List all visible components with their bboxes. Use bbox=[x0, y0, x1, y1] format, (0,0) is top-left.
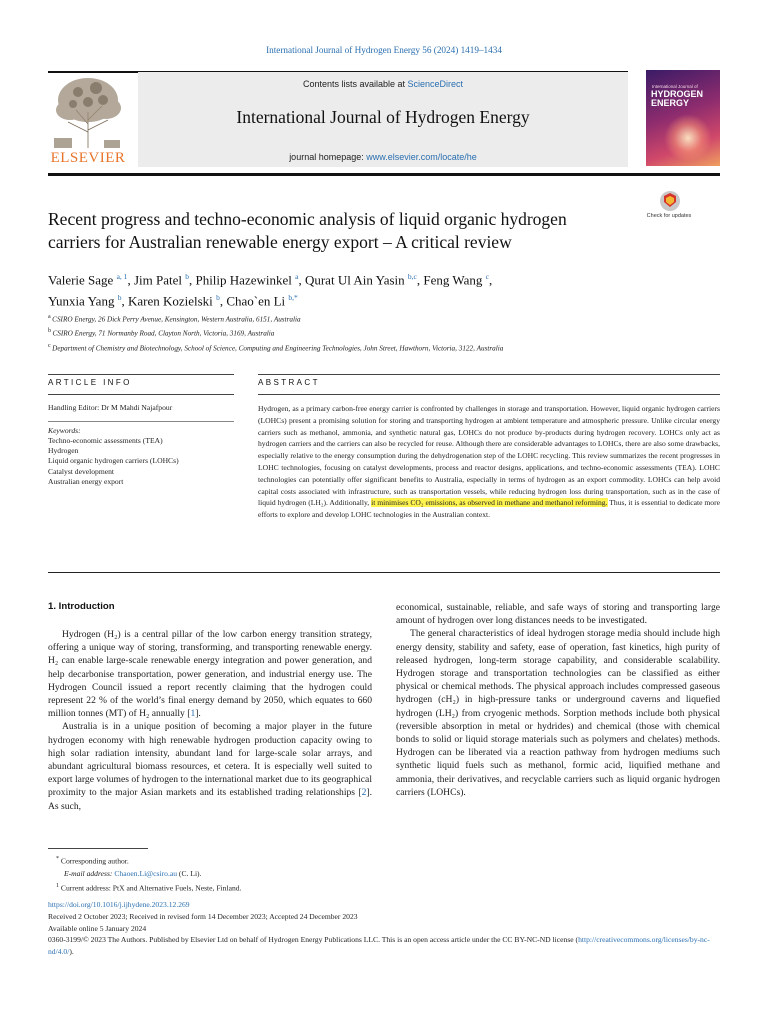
affiliation-label: c bbox=[48, 342, 53, 349]
paragraph-text: Hydrogen (H₂) is a central pillar of the low carbon energy transition strategy, offering a unique way of storing, transforming, and transporting renewable energy. H₂ can enable large-scale renewable energy integration and power generation, and help decarbonise transportation, power generation, and industrial energy use. The Hydrogen Council issued a report recently claiming that the hydrogen could represent 22 % of the world’s final energy demand by 2050, which equates to 660 million tonnes (MT) of H₂ annually [ bbox=[48, 629, 372, 720]
cover-graphic bbox=[664, 114, 712, 162]
license-end: ). bbox=[69, 947, 74, 957]
author-affiliation-marker[interactable]: b,c bbox=[407, 272, 417, 281]
body-right-column bbox=[396, 601, 720, 799]
footnote-text: Current address: PtX and Alternative Fuels, Neste, Finland. bbox=[60, 883, 242, 893]
author-name[interactable]: Philip Hazewinkel bbox=[195, 272, 296, 288]
author-name[interactable]: Karen Kozielski bbox=[127, 293, 217, 309]
abstract-rule bbox=[258, 394, 720, 395]
abstract-body-end: Thus, it is essential to dedicate more efforts to explore and develop LOHC technologies in the Australian context. bbox=[258, 498, 721, 520]
author-name[interactable]: Chao`en Li bbox=[226, 293, 289, 309]
section-heading-introduction: 1. Introduction bbox=[48, 601, 115, 612]
keyword-item: Hydrogen bbox=[48, 446, 79, 456]
homepage-prefix: journal homepage: bbox=[289, 152, 367, 162]
journal-citation-header[interactable]: International Journal of Hydrogen Energy 56 (2024) 1419–1434 bbox=[266, 45, 502, 55]
cover-title-line1: HYDROGEN bbox=[651, 89, 704, 99]
author-affiliation-marker[interactable]: b,* bbox=[288, 293, 298, 303]
footnote-rule bbox=[48, 848, 148, 849]
article-info-heading: ARTICLE INFO bbox=[48, 378, 132, 387]
author-name[interactable]: Yunxia Yang bbox=[48, 293, 118, 309]
abstract-bottom-rule bbox=[48, 572, 720, 573]
check-for-updates-icon[interactable] bbox=[650, 190, 690, 234]
article-metadata bbox=[48, 899, 720, 958]
paragraph: economical, sustainable, reliable, and safe ways of storing and transporting large amount of hydrogen over long distances needs to be investigated. bbox=[396, 602, 720, 627]
author-name[interactable]: Qurat Ul Ain Yasin bbox=[304, 272, 408, 288]
affiliation-label: b bbox=[48, 328, 53, 335]
doi-link[interactable]: https://doi.org/10.1016/j.ijhydene.2023.12.269 bbox=[48, 900, 190, 909]
journal-title: International Journal of Hydrogen Energy bbox=[236, 107, 530, 127]
sciencedirect-link[interactable]: ScienceDirect bbox=[407, 79, 464, 89]
check-for-updates-label[interactable]: Check for updates bbox=[646, 213, 692, 219]
footnote-email bbox=[48, 868, 708, 880]
author-affiliation-marker[interactable]: a, 1 bbox=[116, 272, 128, 281]
email-link[interactable]: Chaoen.Li@csiro.au bbox=[114, 868, 178, 878]
available-online: Available online 5 January 2024 bbox=[48, 923, 147, 933]
keywords-list bbox=[48, 436, 238, 487]
contents-prefix: Contents lists available at bbox=[302, 79, 408, 89]
journal-cover-image[interactable] bbox=[646, 70, 720, 166]
email-label: E-mail address: bbox=[64, 868, 115, 878]
homepage-link[interactable]: www.elsevier.com/locate/he bbox=[366, 152, 477, 162]
author-affiliation-marker[interactable]: a bbox=[295, 272, 299, 281]
journal-homepage-line bbox=[138, 152, 628, 162]
author-affiliation-marker[interactable]: b bbox=[216, 293, 220, 303]
author-line-2 bbox=[48, 289, 688, 310]
author-separator: , bbox=[416, 272, 424, 288]
affiliation-item bbox=[48, 325, 688, 339]
author-list bbox=[48, 268, 688, 311]
citation-ref[interactable]: 2 bbox=[361, 787, 367, 799]
cover-small-title: International Journal of bbox=[652, 84, 698, 89]
keywords-rule bbox=[48, 421, 234, 422]
author-separator: , bbox=[127, 272, 134, 288]
paragraph bbox=[48, 628, 372, 720]
article-title: Recent progress and techno-economic analysis of liquid organic hydrogen carriers for Australian renewable energy export – A critical review bbox=[48, 209, 567, 252]
author-affiliation-marker[interactable]: b bbox=[185, 272, 189, 281]
affiliation-item bbox=[48, 311, 688, 325]
affiliation-text: CSIRO Energy, 71 Normanby Road, Clayton North, Victoria, 3169, Australia bbox=[52, 329, 275, 338]
paragraph-text: ]. bbox=[195, 708, 201, 720]
affiliation-text: CSIRO Energy, 26 Dick Perry Avenue, Kensington, Western Australia, 6151, Australia bbox=[52, 315, 301, 324]
footnote-corresponding: * Corresponding author. bbox=[56, 856, 129, 866]
body-left-column bbox=[48, 628, 372, 813]
paragraph: The general characteristics of ideal hydrogen storage media should include high energy density, stability and safety, ease of operation, fast kinetics, high purity of released hydrogen, long-term storage capability, and considerable scalability. Hydrogen storage and transportation technologies can be classified as either physical or chemical methods. The physical approach includes compressed gaseous hydrogen (cH₂) in high-pressure tanks or underground caverns and liquefied hydrogen (LH₂) from cryogenic methods. Sorption methods include both physical (reversible absorption in metal or hydrides) and chemical (those with chemical bonds to solid or liquid storage materials such as polymers and chelates) methods. Hydrogen can be liberated via a reaction pathway from hydrogen mediums such synthetic liquid fuels such as methanol, formic acid, liquified methane and ammonia, their derivatives, and recyclable carriers such as liquid organic hydrogen carriers (LOHCs). bbox=[396, 628, 720, 798]
handling-editor: Handling Editor: Dr M Mahdi Najafpour bbox=[48, 403, 173, 412]
footnotes bbox=[48, 853, 708, 895]
author-affiliation-marker[interactable]: c bbox=[485, 272, 489, 281]
license-statement bbox=[48, 934, 720, 958]
paragraph-text: Australia is in a unique position of becoming a major player in the future hydrogen economy with high renewable hydrogen production capacity owing to high solar radiation intensity, abundant land for large-scale solar arrays, and abundant agricultural biomass resources, et cetera. It is especially well suited to export large volumes of hydrogen to the international market due to its geographical proximity to the major Asian markets and its established trading relationships [ bbox=[48, 721, 372, 799]
paragraph bbox=[48, 720, 372, 812]
abstract-heading: ABSTRACT bbox=[258, 378, 320, 387]
article-info-rule bbox=[48, 394, 234, 395]
affiliations bbox=[48, 311, 688, 354]
citation-ref[interactable]: 1 bbox=[190, 708, 196, 720]
cover-title bbox=[651, 90, 703, 108]
author-line-1 bbox=[48, 268, 688, 289]
abstract-body: Hydrogen, as a primary carbon-free energy carrier is confronted by challenges in storage and transportation. However, liquid organic hydrogen carriers (LOHCs) present a promising solution for storing and transporting hydrogen at ambient temperature and atmospheric pressure. Unlike circular energy carriers such as methanol, ammonia, and synthetic natural gas, LOHCs do not produce by-products during hydrogen recovery. LOHCs only act as hydrogen carriers and the carriers can also be recycled for reuse. Although there are considerable advantages to LOHCs, there are also some drawbacks, especially relative to the energy consumption during the dehydrogenation step of the LOHC recycling. This review summarizes the recent progresses in LOHC technologies, focusing on catalyst developments, process and reactor designs, applications, and techno-economic assessments (TEA). LOHC technologies can potentially offer significant benefits to Australia, especially in terms of hydrogen as an export commodity. LOHCs can help avoid capital costs associated with infrastructure, such as transportation vessels, while reducing hydrogen loss during transportation, such as in the case of liquid hydrogen (LH₂). Additionally, bbox=[258, 404, 720, 508]
masthead-bottom-rule bbox=[48, 173, 720, 176]
contents-available-line bbox=[138, 79, 628, 89]
article-info-rule-top bbox=[48, 374, 234, 375]
author-separator: , bbox=[298, 272, 305, 288]
author-affiliation-marker[interactable]: b bbox=[117, 293, 122, 303]
author-separator: , bbox=[188, 272, 196, 288]
footnote-current-address: $^1$ Current address: PtX and Alternative Fuels, Neste, Finland. bbox=[56, 882, 242, 893]
author-name[interactable]: Valerie Sage bbox=[48, 272, 117, 288]
affiliation-text: Department of Chemistry and Biotechnology, School of Science, Computing and Engineering Technologies, John Street, Hawthorn, Victoria, 3122, Australia bbox=[52, 344, 504, 353]
author-name[interactable]: Feng Wang bbox=[423, 272, 486, 288]
footnote-text: Corresponding author. bbox=[60, 856, 129, 866]
license-link[interactable]: http://creativecommons.org/licenses/by-nc-nd/4.0/ bbox=[48, 935, 710, 957]
author-separator: , bbox=[488, 272, 493, 288]
keyword-item: Techno-economic assessments (TEA) bbox=[48, 436, 163, 445]
keyword-item: Australian energy export bbox=[48, 476, 124, 486]
author-separator: , bbox=[219, 293, 227, 309]
abstract-rule-top bbox=[258, 374, 720, 375]
email-suffix: (C. Li). bbox=[177, 868, 202, 878]
affiliation-label: a bbox=[48, 314, 53, 320]
license-text: 0360-3199/© 2023 The Authors. Published by Elsevier Ltd on behalf of Hydrogen Energy Publications LLC. This is an open access article under the CC BY-NC-ND license ( bbox=[48, 935, 579, 945]
keyword-item: Catalyst development bbox=[48, 466, 115, 476]
affiliation-item bbox=[48, 340, 688, 354]
paragraph-text: ]. As such, bbox=[48, 787, 372, 812]
cover-title-line2: ENERGY bbox=[651, 98, 690, 108]
received-dates: Received 2 October 2023; Received in revised form 14 December 2023; Accepted 24 December 2023 bbox=[48, 911, 358, 921]
author-name[interactable]: Jim Patel bbox=[133, 272, 186, 288]
abstract-highlight: it minimises CO₂ emissions, as observed in methane and methanol reforming. bbox=[371, 498, 608, 508]
keywords-heading: Keywords: bbox=[48, 426, 81, 435]
author-separator: , bbox=[121, 293, 128, 309]
abstract-text bbox=[258, 403, 720, 521]
elsevier-wordmark[interactable]: ELSEVIER bbox=[50, 150, 126, 166]
keyword-item: Liquid organic hydrogen carriers (LOHCs) bbox=[48, 456, 179, 466]
